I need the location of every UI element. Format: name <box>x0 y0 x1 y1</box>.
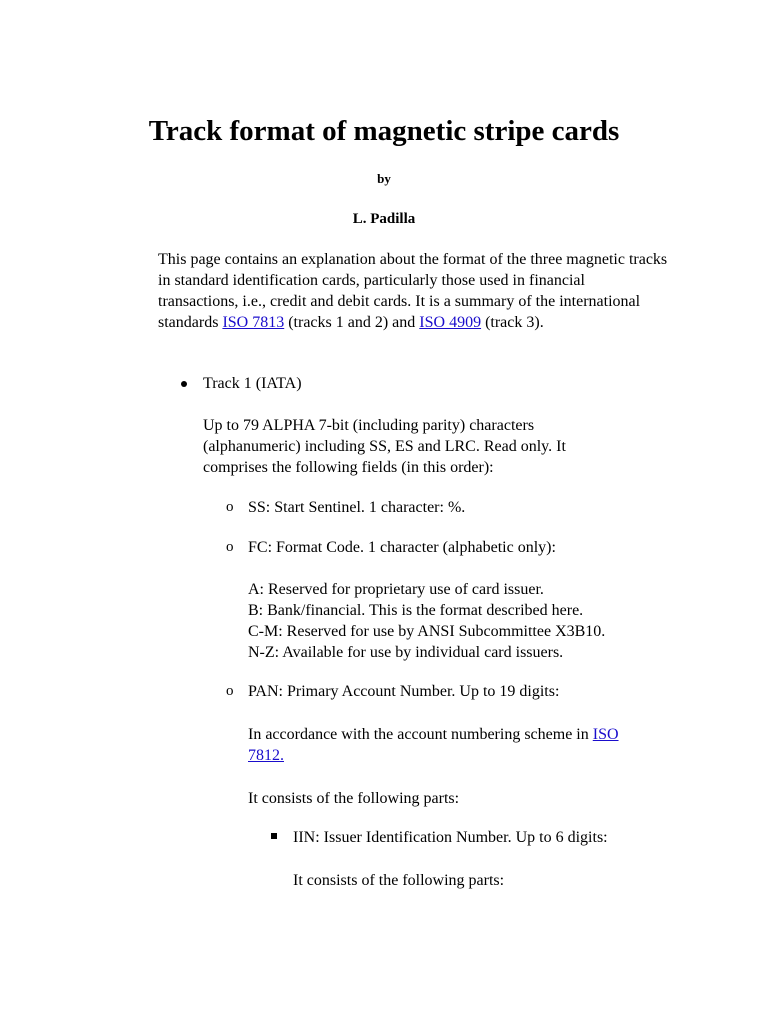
fc-code-a: A: Reserved for proprietary use of card issuer. <box>248 581 544 598</box>
page-title: Track format of magnetic stripe cards <box>148 115 620 147</box>
fc-codes-list <box>248 579 668 663</box>
circle-bullet-icon: o <box>226 683 234 699</box>
intro-paragraph <box>158 249 668 333</box>
fc-code-n-z: N-Z: Available for use by individual card issuers. <box>248 644 564 661</box>
pan-parts-intro: It consists of the following parts: <box>248 790 460 807</box>
circle-bullet-icon: o <box>226 539 234 555</box>
field-iin: IIN: Issuer Identification Number. Up to 6 digits: <box>293 829 608 846</box>
field-pan: PAN: Primary Account Number. Up to 19 digits: <box>248 683 560 700</box>
iso-4909-link[interactable]: ISO 4909 <box>419 314 482 331</box>
iin-parts-intro: It consists of the following parts: <box>293 872 505 889</box>
track1-label: Track 1 (IATA) <box>203 375 302 392</box>
disc-bullet-icon <box>181 381 187 387</box>
fc-code-b: B: Bank/financial. This is the format described here. <box>248 602 584 619</box>
intro-text-3: (track 3). <box>481 314 544 331</box>
intro-text-1: This page contains an explanation about the format of the three magnetic tracks in standard identification cards, particularly those used in financial transactions, i.e., credit and debit cards. It is a summary of the international standards <box>158 251 668 331</box>
byline: by <box>377 171 391 186</box>
pan-note <box>248 724 648 766</box>
author-name: L. Padilla <box>352 211 416 227</box>
track1-description: Up to 79 ALPHA 7-bit (including parity) characters (alphanumeric) including SS, ES and LRC. Read only. It comprises the following fields (in this order): <box>203 417 566 476</box>
square-bullet-icon <box>271 833 277 839</box>
circle-bullet-icon: o <box>226 499 234 515</box>
field-ss: SS: Start Sentinel. 1 character: %. <box>248 499 466 516</box>
iso-7813-link[interactable]: ISO 7813 <box>222 314 285 331</box>
fc-code-c-m: C-M: Reserved for use by ANSI Subcommittee X3B10. <box>248 623 606 640</box>
field-fc: FC: Format Code. 1 character (alphabetic only): <box>248 539 556 556</box>
intro-text-2: (tracks 1 and 2) and <box>284 314 420 331</box>
pan-note-text: In accordance with the account numbering scheme in <box>248 726 593 743</box>
iso-7812-link[interactable]: ISO 7812. <box>248 726 619 764</box>
